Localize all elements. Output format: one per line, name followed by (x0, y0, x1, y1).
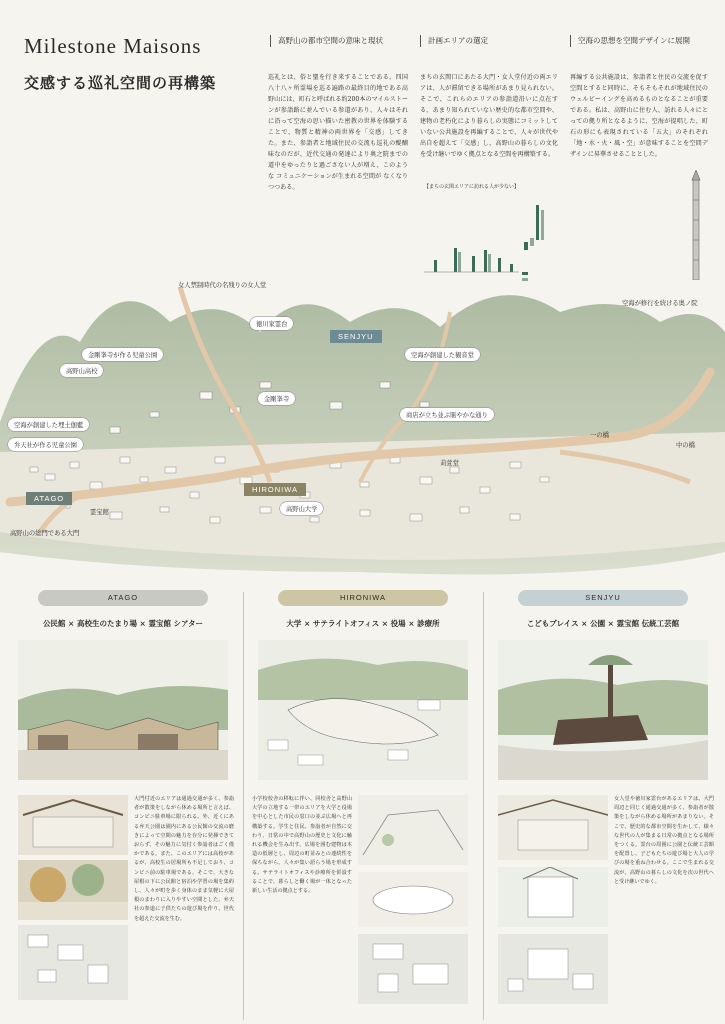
label-koyasan-hs: 高野山高校 (60, 364, 103, 377)
section-subtitle: こどもプレイス × 公園 × 霊宝館 伝統工芸館 (526, 619, 680, 628)
label-benzaiten: 弁天社が作る児童公園 (8, 438, 83, 451)
section-text: 大門付近のエリアは通過交通が多く、参詣者が散策をしながら休める場所と言えば、コンビニ駐車場に限られる。外、近くにある弁天公園は園内にある公民館の交流の磨きによって空間の魅力を存分に発揮できておらず、その魅力に気付く参詣者はごく僅かである。また、このエリアには高校があるが、高校生の居場所も不足しており、コンビニ前の駐車場である。そこで、大きな屋根の下に公民館と宿泊や学習の場を集約し、人々が町を歩く身体のまま気軽に大屋根のまわりに入りやすい空間とした。弁天社の参道に子供たちの遊び場を作り、世代を超えた交流を生む。 (134, 796, 234, 922)
section-pill: SENJYU (518, 590, 688, 606)
sketch-hironiwa-1 (358, 795, 468, 865)
section-hironiwa (248, 590, 478, 1020)
town-map (0, 252, 725, 582)
label-atago: ATAGO (26, 492, 72, 505)
label-tokugawa: 徳川家霊台 (250, 317, 293, 330)
section-subtitle: 大学 × サテライトオフィス × 役場 × 診療所 (286, 619, 440, 628)
divider (243, 592, 244, 1020)
label-ichinohashi: 一の橋 (590, 432, 609, 439)
map-illustration (0, 252, 725, 582)
heading-meaning: 高野山の都市空間の意味と現状 (270, 35, 383, 47)
label-street: 商店が立ち並ぶ賑やかな通り (400, 408, 494, 421)
page-subtitle: 交感する巡礼空間の再構築 (24, 74, 217, 92)
sketch-hironiwa-plan (358, 934, 468, 1004)
sketch-senju-plan (498, 934, 608, 1004)
chart-label: 【まちの玄関エリアに訪れる人が少ない】 (424, 184, 520, 190)
area-text: まちの玄関口にあたる大門・女人堂付近の両エリアは、人が滞留できる場所があまり見られない。そこで、これらのエリアの参詣道沿いに点在する、あまり知られていない歴史的な都市空間や、建物の老朽化により暮らしの実態にコミットしていない公共施設を再編することで、人々が世代や出自を超えて「交感」し、高野山の暮らしの文化を受け継いでゆく拠点となる空間を再構築する。 (420, 74, 558, 158)
label-kongobuji: 金剛峯寺 (258, 392, 295, 405)
label-daimon: 高野山の総門である大門 (10, 530, 80, 537)
sketch-senju-1 (498, 795, 608, 860)
sketch-senju-2 (498, 867, 608, 927)
label-nyonin: 女人禁制時代の名残りの女人堂 (178, 282, 267, 289)
page-title: Milestone Maisons (24, 34, 202, 58)
section-pill: HIRONIWA (278, 590, 448, 606)
section-pill: ATAGO (38, 590, 208, 606)
sketch-senju-main (498, 640, 708, 780)
heading-area: 計画エリアの選定 (420, 35, 488, 47)
design-text: 再編する公共施設は、参詣者と住民の交流を促す空間とすると同時に、そもそもそれが地域住民のウェルビーイングを高めるものとなることが重要である。私は、高野山に住む人、訪れる人々にとっての拠り所となるように、空海が提唱した、町石の形にも表現されている「五大」のそれぞれ「地・水・火・風・空」が意味することを空間デザインに昇華させることとした。 (570, 74, 708, 158)
sketch-atago-1 (18, 795, 128, 855)
sketch-hironiwa-2 (358, 872, 468, 927)
intro-text: 巡礼とは、俗と聖を行き来することである。四国八十八ヶ所霊場を巡る遍路の最終目的地である高野山には、町石と呼ばれる約200本のマイルストーンが参詣路に並んでいる参道があり、人々はそれに沿って空海の思い描いた密教の世界を体験することで、物質と精神の両世界を「交感」してきた。また、参詣者と地域住民の交流も巡礼の醍醐味なのだが、近代交通の発達により奥之院までの道中をゆったりと過ごさない人が増え、このような コミュニケーションが生まれる空間が なくなりつつある。 (268, 74, 408, 191)
label-okunoin: 空海が修行を続ける奥ノ院 (622, 300, 698, 307)
divider (483, 592, 484, 1020)
sketch-atago-plan (18, 925, 128, 1000)
sketch-hironiwa-main (258, 640, 468, 780)
label-koyasan-univ: 高野山大学 (280, 502, 323, 515)
label-hironiwa: HIRONIWA (244, 483, 306, 496)
label-buried: 空海が創建した埋土伽藍 (8, 418, 89, 431)
section-text: 女人堂や徳川家霊台があるエリアは、大門周辺と同じく通過交通が多く、参詣者が散策をしながら休める場所があまりない。そこで、歴史的な都市空間を生かして、様々な世代の人が集まる日常の拠点となる場所をつくる。霊台の周囲に公園と伝統工芸館を配置し、子どもたちの遊び場と大人の学びの場を重ね合わせる。ここで生まれる交流が、高野山の暮らしの文化を次の世代へと受け継いでゆく。 (614, 796, 714, 885)
label-senju: SENJYU (330, 330, 382, 343)
section-subtitle: 公民館 × 高校生のたまり場 × 霊宝館 シアター (42, 619, 204, 628)
sketch-atago-2 (18, 860, 128, 920)
label-kongobu-park: 金剛峯寺が作る児童公園 (82, 348, 163, 361)
section-senju (488, 590, 718, 1020)
section-text: 小学校校舎の移転に伴い、同校舎と高野山大学の立地する一帯のエリアを大学と役場を中心とした市民の窓口の並ぶ広場へと再構築する。学生と住民、参詣者が自然に交わり、日常の中で高野山の歴史と文化に触れる機会を生み出す。広場を囲む建物は木造の低層とし、周辺の町並みとの連続性を保ちながら、人々が集い語らう場を形成する。サテライトオフィスや診療所を併設することで、暮らしと働く場が一体となった新しい生活の拠点とする。 (252, 796, 352, 895)
heading-design: 空海の思想を空間デザインに展開 (570, 35, 690, 47)
label-karukaya: 苅萱堂 (440, 460, 459, 467)
sketch-atago-main (18, 640, 228, 780)
label-nakanohashi: 中の橋 (676, 442, 695, 449)
label-kukai-temple: 空海が創建した観音堂 (405, 348, 480, 361)
label-reihokan: 霊宝館 (90, 509, 109, 516)
section-atago (8, 590, 238, 1020)
